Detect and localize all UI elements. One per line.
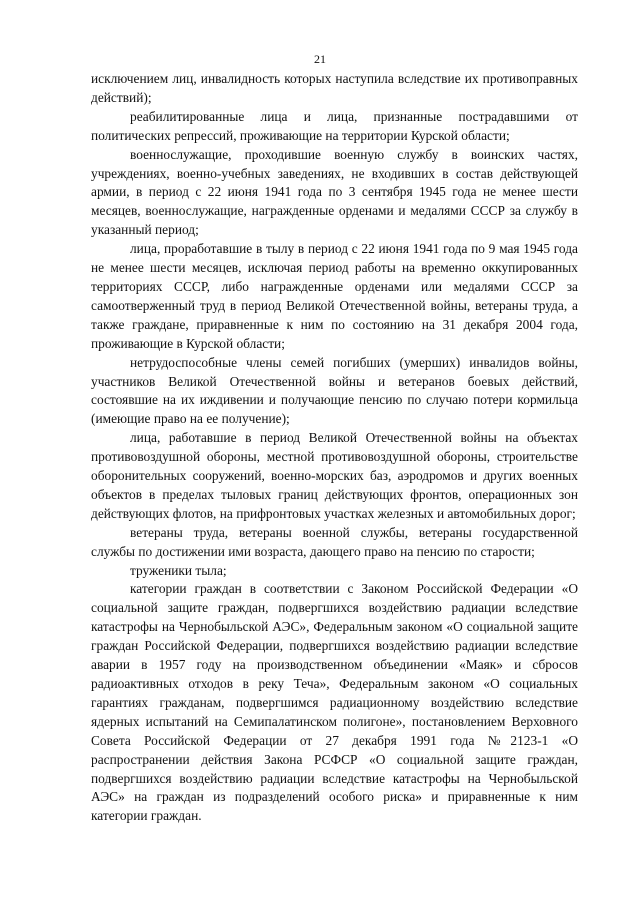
- document-body: [91, 70, 578, 826]
- paragraph-home-front-workers: лица, проработавшие в тылу в период с 22 июня 1941 года по 9 мая 1945 года не менее шести месяцев, исключая период работы на временно оккупированных территориях СССР, либо награжденные орденами или медалями СССР за самоотверженный труд в период Великой Отечественной войны, ветераны труда, а также граждане, приравненные к ним по состоянию на 31 декабря 2004 года, проживающие в Курской области;: [91, 241, 578, 351]
- paragraph-rehabilitated-persons: реабилитированные лица и лица, признанные пострадавшими от политических репрессий, проживающие на территории Курской области;: [91, 108, 578, 143]
- paragraph-military-personnel: военнослужащие, проходившие военную службу в воинских частях, учреждениях, военно-учебных заведениях, не входивших в состав действующей армии, в период с 22 июня 1941 года по 3 сентября 1945 года не менее шести месяцев, военнослужащие, награжденные орденами и медалями СССР за службу в указанный период;: [91, 146, 578, 238]
- paragraph-radiation-categories: категории граждан в соответствии с Законом Российской Федерации «О социальной защите граждан, подвергшихся воздействию радиации вследствие катастрофы на Чернобыльской АЭС», Федеральным законом «О социальной защите граждан Российской Федерации, подвергшихся воздействию радиации вследствие аварии в 1957 году на производственном объединении «Маяк» и сбросов радиоактивных отходов в реку Теча», Федеральным законом «О социальных гарантиях гражданам, подвергшимся радиационному воздействию вследствие ядерных испытаний на Семипалатинском полигоне», постановлением Верховного Совета Российской Федерации от 27 декабря 1991 года №2123-1 «О распространении действия Закона РСФСР «О социальной защите граждан, подвергшихся воздействию радиации вследствие катастрофы на Чернобыльской АЭС» на граждан из подразделений особого риска» и приравненные к ним категории граждан.: [91, 581, 578, 824]
- paragraph-family-members: нетрудоспособные члены семей погибших (умерших) инвалидов войны, участников Великой Отечественной войны и ветеранов боевых действий, состоявшие на их иждивении и получающие пенсию по случаю потери кормильца (имеющие право на ее получение);: [91, 354, 578, 427]
- paragraph-defense-workers: лица, работавшие в период Великой Отечественной войны на объектах противовоздушной обороны, местной противовоздушной обороны, строительстве оборонительных сооружений, военно-морских баз, аэродромов и других военных объектов в пределах тыловых границ действующих фронтов, операционных зон действующих флотов, на прифронтовых участках железных и автомобильных дорог;: [91, 430, 578, 521]
- paragraph-labor-veterans: ветераны труда, ветераны военной службы, ветераны государственной службы по достижении ими возраста, дающего право на пенсию по старости;: [91, 524, 578, 559]
- paragraph-home-front-laborers: труженики тыла;: [130, 562, 227, 578]
- paragraph-continuation: исключением лиц, инвалидность которых наступила вследствие их противоправных действий);: [91, 71, 578, 105]
- page-number: 21: [314, 52, 326, 66]
